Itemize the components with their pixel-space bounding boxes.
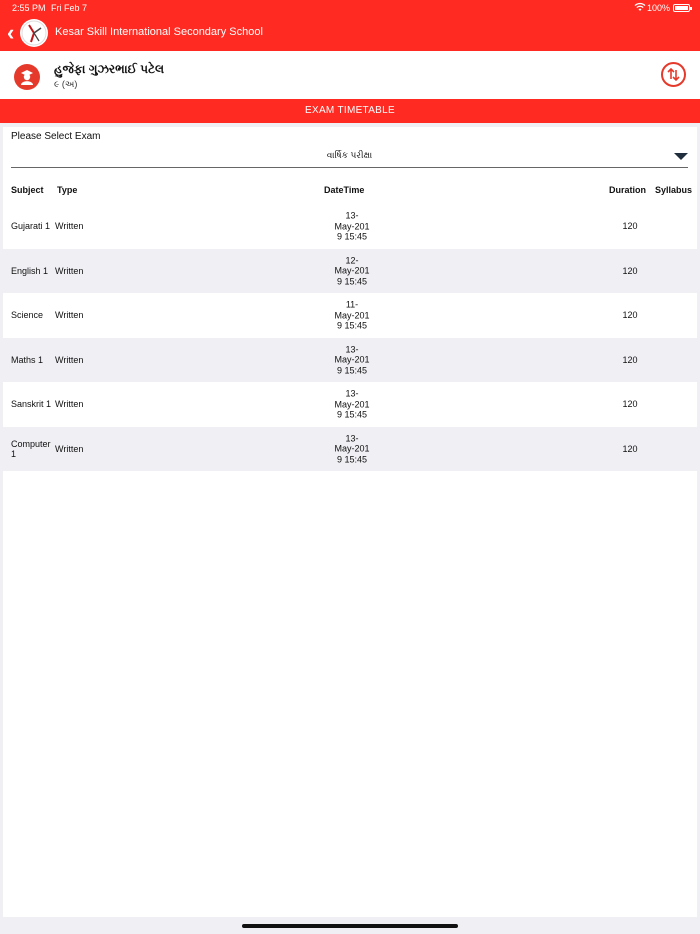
cell-type: Written xyxy=(55,354,84,365)
caret-down-icon xyxy=(674,153,688,160)
home-indicator[interactable] xyxy=(242,924,458,928)
cell-datetime: 13- May-201 9 15:45 xyxy=(334,388,370,420)
header-duration: Duration xyxy=(609,185,646,195)
cell-datetime: 13- May-201 9 15:45 xyxy=(334,433,370,464)
table-row[interactable] xyxy=(3,338,697,383)
student-profile xyxy=(0,51,700,99)
cell-type: Written xyxy=(55,265,84,276)
table-row[interactable] xyxy=(3,382,697,427)
table-body xyxy=(3,204,697,471)
cell-datetime: 11- May-201 9 15:45 xyxy=(334,299,370,331)
exam-selected-value: વાર્ષિક પરીક્ષા xyxy=(326,150,373,160)
cell-type: Written xyxy=(55,310,84,321)
cell-datetime: 12- May-201 9 15:45 xyxy=(334,255,370,286)
cell-duration: 120 xyxy=(622,310,638,321)
cell-subject: Sanskrit 1 xyxy=(11,399,52,410)
back-chevron-icon[interactable]: ‹ xyxy=(7,20,15,45)
status-bar xyxy=(0,0,700,16)
status-date: Fri Feb 7 xyxy=(51,3,88,13)
header-datetime: DateTime xyxy=(324,185,365,195)
table-row[interactable] xyxy=(3,293,697,338)
cell-duration: 120 xyxy=(622,265,638,276)
wifi-icon xyxy=(634,2,646,15)
timetable-card xyxy=(3,127,697,917)
cell-subject: English 1 xyxy=(11,265,49,276)
status-time: 2:55 PM xyxy=(12,3,46,13)
cell-subject: Computer 1 xyxy=(11,438,51,459)
swap-arrows-icon[interactable] xyxy=(661,62,686,87)
exam-select-dropdown[interactable] xyxy=(11,145,688,168)
table-row[interactable] xyxy=(3,249,697,294)
cell-subject: Maths 1 xyxy=(11,354,44,365)
cell-duration: 120 xyxy=(622,221,638,232)
header-subject: Subject xyxy=(11,185,44,195)
battery-percent: 100% xyxy=(646,3,670,13)
header-syllabus: Syllabus xyxy=(655,185,693,195)
cell-datetime: 13- May-201 9 15:45 xyxy=(334,210,370,242)
cell-subject: Gujarati 1 xyxy=(11,221,51,232)
cell-duration: 120 xyxy=(622,443,638,454)
school-title: Kesar Skill International Secondary School xyxy=(55,26,263,38)
exam-select-label: Please Select Exam xyxy=(11,131,101,142)
table-row[interactable] xyxy=(3,204,697,249)
exam-timetable-banner: EXAM TIMETABLE xyxy=(0,99,700,123)
cell-duration: 120 xyxy=(622,399,638,410)
school-logo xyxy=(20,19,48,47)
cell-type: Written xyxy=(55,221,84,232)
student-name: હુજેફા ગુઝરભાઈ પટેલ xyxy=(54,62,165,76)
student-class: ૯ (અ) xyxy=(54,79,78,89)
student-avatar-icon xyxy=(14,64,40,90)
header-type: Type xyxy=(57,185,78,195)
table-row[interactable] xyxy=(3,427,697,472)
cell-datetime: 13- May-201 9 15:45 xyxy=(334,344,370,375)
cell-duration: 120 xyxy=(622,354,638,365)
cell-type: Written xyxy=(55,399,84,410)
cell-type: Written xyxy=(55,443,84,454)
nav-bar xyxy=(0,16,700,51)
battery-icon xyxy=(673,4,690,12)
table-header xyxy=(3,179,697,199)
cell-subject: Science xyxy=(11,310,44,321)
